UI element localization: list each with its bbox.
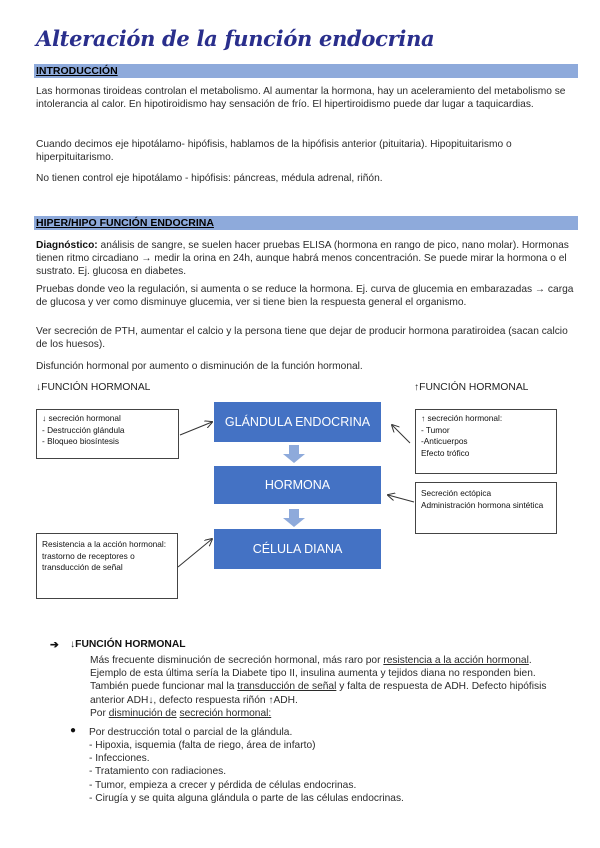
arrow-left-bottom — [178, 539, 212, 567]
intro-paragraph-3: No tienen control eje hipotálamo - hipófisis: páncreas, médula adrenal, riñón. — [36, 173, 383, 184]
bottom-line-4: anterior ADH↓, defecto respuesta riñón ↑ADH. — [90, 694, 298, 706]
bullet-text: Por destrucción total o parcial de la glándula. — [89, 727, 293, 738]
bottom-line-3 — [90, 680, 590, 693]
underlined-text: disminución de — [108, 707, 177, 719]
list-item: - Hipoxia, isquemia (falta de riego, área de infarto) — [89, 740, 316, 751]
intro-paragraph-1: Las hormonas tiroideas controlan el metabolismo. Al aumentar la hormona, hay un aceleramiento del metabolismo se intolerancia al calor. En hipotiroidismo hay sensación de frío. El hipertiroidismo puede dar lugar a taquicardias. — [36, 86, 566, 111]
underlined-text: secreción hormonal: — [179, 707, 272, 719]
bottom-line-2: Ejemplo de esta última sería la Diabete tipo II, insulina aumenta y tejidos diana no responden bien. — [90, 668, 536, 680]
bottom-arrow-marker: ➔ — [50, 640, 59, 651]
bottom-heading: ↓FUNCIÓN HORMONAL — [70, 639, 186, 650]
text: y falta de respuesta de ADH. Defecto hipófisis — [336, 681, 547, 693]
box-line: Secreción ectópica — [421, 488, 492, 498]
box-line: Administración hormona sintética — [421, 499, 544, 510]
hormone-box: HORMONA — [214, 466, 381, 504]
page-title: Alteración de la función endocrina — [36, 26, 435, 51]
arrow-right-mid — [388, 495, 414, 502]
pth-paragraph: Ver secreción de PTH, aumentar el calcio y la persona tiene que dejar de producir hormona paratiroidea (sacan calcio de los huesos). — [36, 326, 568, 351]
diagnosis-text: análisis de sangre, se suelen hacer pruebas ELISA (hormona en rango de pico, nano molar). Hormonas tienen ritmo circadiano → medir la orina en 24h, aunque habrá menos concentración. Se puede mirar la hormona o el sustrato. Ej. glucosa en diabetes. — [36, 240, 569, 278]
box-line: ↑ secreción hormonal: — [421, 413, 503, 423]
text: También puede funcionar mal la — [90, 681, 238, 693]
list-item: - Infecciones. — [89, 753, 150, 765]
down-arrow-2 — [283, 509, 305, 527]
intro-paragraph-2: Cuando decimos eje hipotálamo- hipófisis, hablamos de la hipófisis anterior (pituitaria). Hipopituitarismo o hiperpituitarismo. — [36, 139, 512, 164]
bullet-icon: ● — [70, 725, 77, 736]
text: Por — [90, 707, 109, 719]
section-bar-hiper — [34, 216, 578, 230]
list-item: - Cirugía y se quita alguna glándula o parte de las células endocrinas. — [89, 792, 404, 804]
box-line: ↓ secreción hormonal — [42, 413, 121, 423]
text: Más frecuente disminución de secreción hormonal, más raro por — [90, 655, 384, 666]
arrow-right-top — [392, 425, 410, 443]
increased-function-label: ↑FUNCIÓN HORMONAL — [414, 382, 529, 393]
cause-list — [89, 739, 569, 805]
ectopic-secretion-box — [415, 482, 557, 534]
target-cell-box: CÉLULA DIANA — [214, 529, 381, 569]
underlined-text: resistencia a la acción hormonal — [383, 655, 529, 666]
section-title-hiper: HIPER/HIPO FUNCIÓN ENDOCRINA — [36, 217, 214, 229]
box-line: - Bloqueo biosíntesis — [42, 436, 120, 447]
bottom-line-5 — [90, 707, 590, 720]
list-item: - Tumor, empieza a crecer y pérdida de células endocrinas. — [89, 779, 357, 791]
text: . — [528, 655, 532, 666]
section-title-intro: INTRODUCCIÓN — [36, 65, 118, 77]
dysfunction-paragraph: Disfunción hormonal por aumento o disminución de la función hormonal. — [36, 361, 363, 372]
list-item: - Tratamiento con radiaciones. — [89, 766, 227, 778]
section-bar-intro — [34, 64, 578, 78]
decreased-function-label: ↓FUNCIÓN HORMONAL — [36, 382, 151, 393]
increased-secretion-box — [415, 409, 557, 474]
regulation-paragraph: Pruebas donde veo la regulación, si aumenta o se reduce la hormona. Ej. curva de glucemia en embarazadas → carga de glucosa y ver como disminuye glucemia, ver si tiene bien la respuesta general el organismo. — [36, 284, 574, 309]
box-line: -Anticuerpos — [421, 436, 468, 447]
underlined-text: transducción de señal — [237, 681, 337, 693]
box-line: - Destrucción glándula — [42, 424, 125, 435]
box-line: Efecto trófico — [421, 447, 470, 458]
box-line: - Tumor — [421, 424, 450, 435]
diagnosis-paragraph — [36, 239, 581, 279]
bottom-paragraph — [90, 654, 590, 720]
hormone-resistance-box: Resistencia a la acción hormonal: trastorno de receptores o transducción de señal — [36, 533, 178, 599]
endocrine-gland-box: GLÁNDULA ENDOCRINA — [214, 402, 381, 442]
down-arrow-1 — [283, 445, 305, 463]
decreased-secretion-box — [36, 409, 179, 459]
bottom-line-1 — [90, 654, 590, 667]
arrow-left-top — [180, 422, 212, 435]
diagnosis-label: Diagnóstico: — [36, 240, 98, 251]
